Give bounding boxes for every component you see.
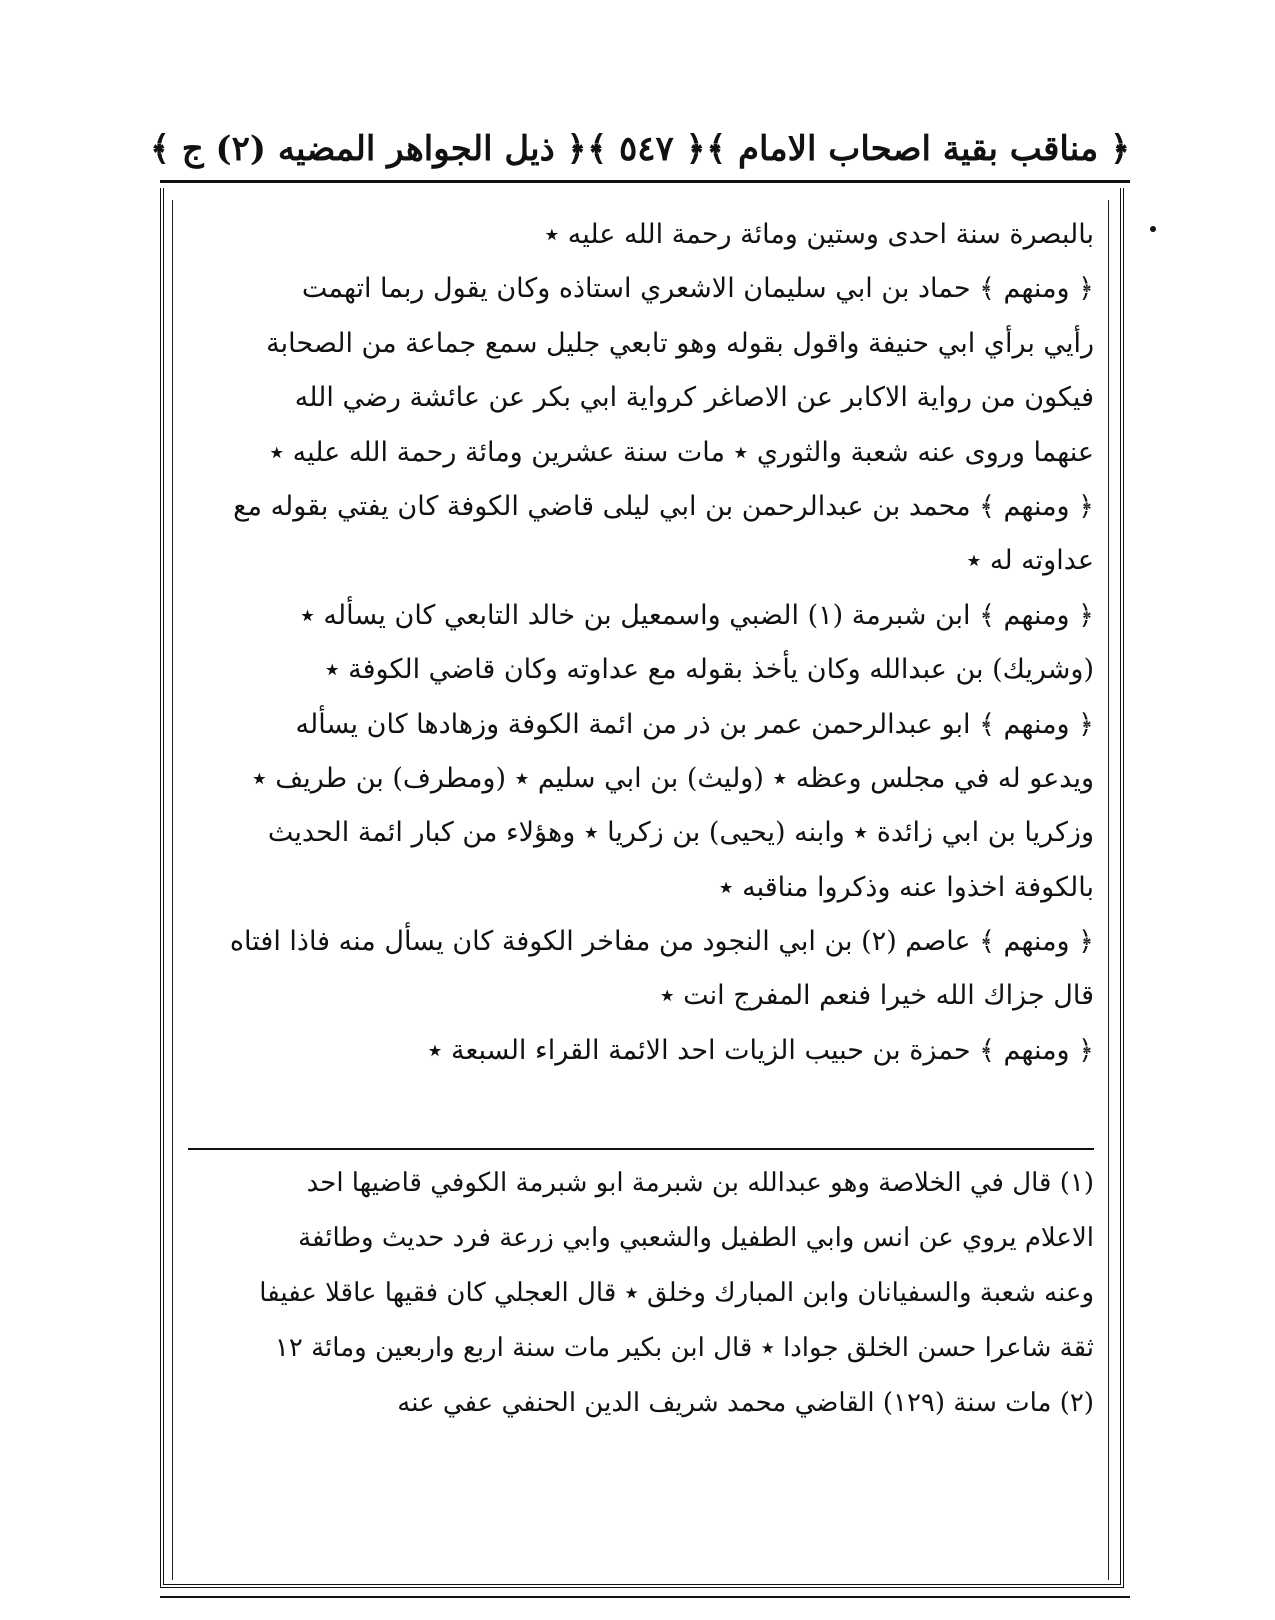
text-line: عنهما وروى عنه شعبة والثوري ٭ مات سنة عشرين ومائة رحمة الله عليه ٭ — [269, 436, 1094, 468]
text-line: ﴿ ومنهم ﴾ حمزة بن حبيب الزيات احد الائمة القراء السبعة ٭ — [427, 1034, 1094, 1066]
frame-inner-left-line — [172, 200, 173, 1580]
header-rule — [160, 180, 1130, 183]
text-line: ﴿ ومنهم ﴾ ابن شبرمة (١) الضبي واسمعيل بن خالد التابعي كان يسأله ٭ — [300, 599, 1094, 631]
text-line: عداوته له ٭ — [966, 545, 1094, 577]
text-line: (وشريك) بن عبدالله وكان يأخذ بقوله مع عداوته وكان قاضي الكوفة ٭ — [324, 654, 1094, 686]
text-line: ويدعو له في مجلس وعظه ٭ (وليث) بن ابي سليم ٭ (ومطرف) بن طريف ٭ — [252, 762, 1094, 794]
main-text — [188, 208, 1094, 1078]
book-title: ﴿ ذيل الجواهر المضيه (٢) ج ﴾ — [150, 128, 587, 169]
text-line: بالبصرة سنة احدى وستين ومائة رحمة الله عليه ٭ — [544, 219, 1094, 250]
bottom-rule — [160, 1596, 1130, 1598]
footnote-rule — [188, 1148, 1094, 1150]
text-line: فيكون من رواية الاكابر عن الاصاغر كرواية ابي بكر عن عائشة رضي الله — [294, 382, 1094, 414]
text-line: ﴿ ومنهم ﴾ محمد بن عبدالرحمن بن ابي ليلى قاضي الكوفة كان يفتي بقوله مع — [233, 490, 1094, 522]
text-line: رأيي برأي ابي حنيفة واقول بقوله وهو تابعي جليل سمع جماعة من الصحابة — [266, 327, 1094, 359]
section-title: ﴿ مناقب بقية اصحاب الامام ﴾ — [706, 128, 1130, 169]
text-line: ﴿ ومنهم ﴾ حماد بن ابي سليمان الاشعري استاذه وكان يقول ربما اتهمت — [301, 273, 1094, 305]
footnote-line: الاعلام يروي عن انس وابي الطفيل والشعبي وابي زرعة فرد حديث وطائفة — [298, 1223, 1094, 1253]
text-line: قال جزاك الله خيرا فنعم المفرج انت ٭ — [659, 980, 1094, 1012]
text-line: ﴿ ومنهم ﴾ ابو عبدالرحمن عمر بن ذر من ائمة الكوفة وزهادها كان يسأله — [295, 708, 1094, 740]
text-line: ﴿ ومنهم ﴾ عاصم (٢) بن ابي النجود من مفاخر الكوفة كان يسأل منه فاذا افتاه — [229, 926, 1094, 958]
footnote-line: ثقة شاعرا حسن الخلق جوادا ٭ قال ابن بكير مات سنة اربع واربعين ومائة ١٢ — [274, 1333, 1094, 1363]
margin-dot-icon — [1150, 226, 1156, 232]
footnote-line: وعنه شعبة والسفيانان وابن المبارك وخلق ٭ قال العجلي كان فقيها عاقلا عفيفا — [259, 1278, 1094, 1308]
footnote-line: (١) قال في الخلاصة وهو عبدالله بن شبرمة ابو شبرمة الكوفي قاضيها احد — [306, 1168, 1094, 1198]
text-line: وزكريا بن ابي زائدة ٭ وابنه (يحيى) بن زكريا ٭ وهؤلاء من كبار ائمة الحديث — [267, 817, 1094, 849]
page-number: ﴿ ٥٤٧ ﴾ — [587, 128, 706, 169]
text-line: بالكوفة اخذوا عنه وذكروا مناقبه ٭ — [718, 871, 1094, 903]
running-header — [150, 120, 1130, 176]
footnote-line: (٢) مات سنة (١٢٩) القاضي محمد شريف الدين الحنفي عفي عنه — [397, 1388, 1094, 1418]
frame-inner-right-line — [1108, 200, 1109, 1580]
footnotes — [188, 1156, 1094, 1431]
